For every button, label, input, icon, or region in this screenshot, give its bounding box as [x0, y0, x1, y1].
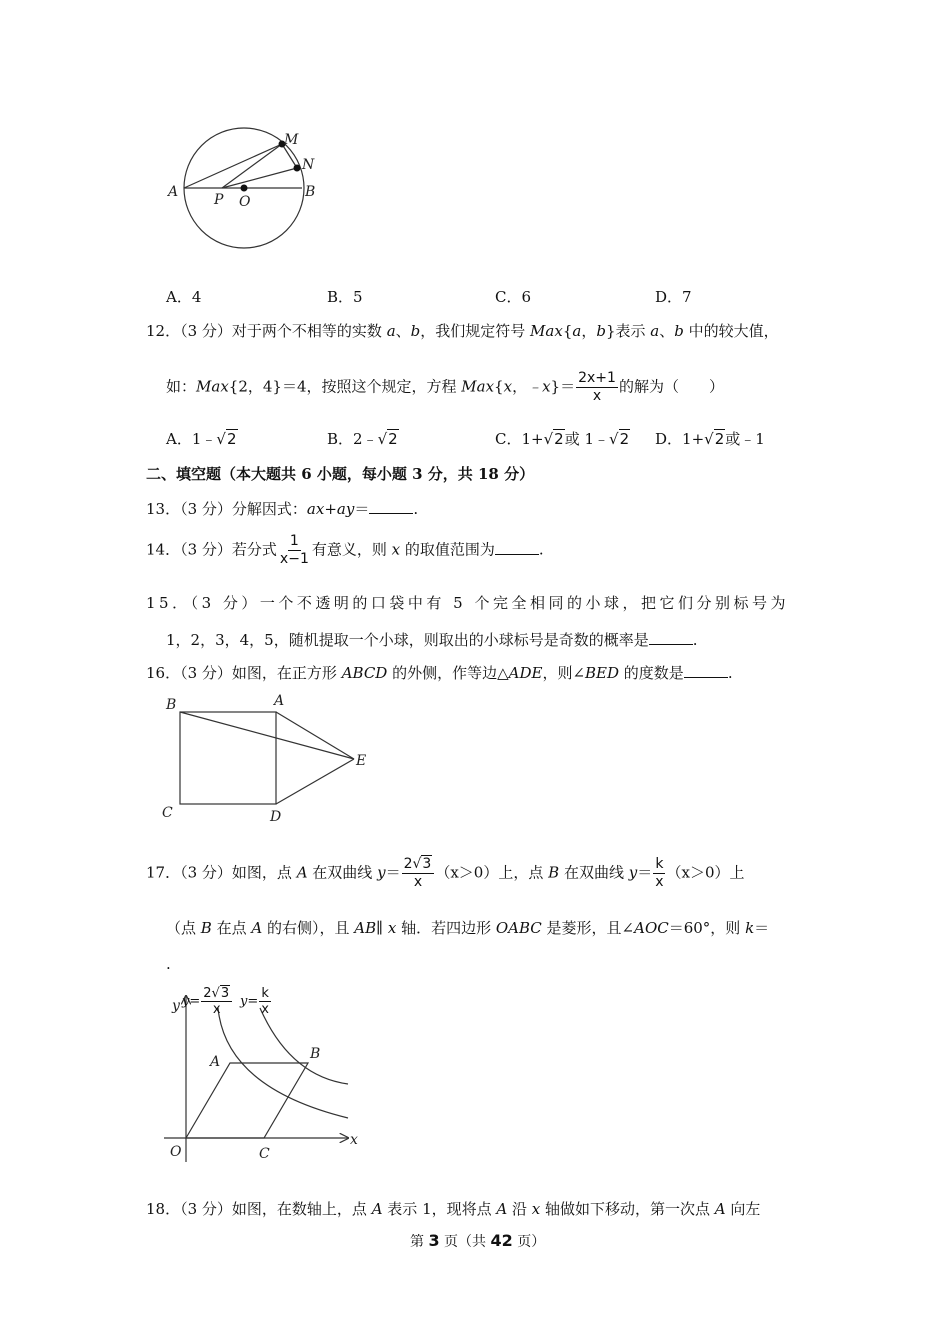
q14: 14．（3 分）若分式 $\frac{1}{x-1}$ 有意义，则 x 的取值范围为 . — [146, 533, 544, 567]
answer-blank[interactable] — [369, 499, 413, 514]
q12-fraction: $\frac{2x+1}{x}$ — [578, 370, 616, 404]
q11-option-d: D．7 — [655, 288, 692, 306]
side-de — [276, 759, 354, 804]
answer-blank[interactable] — [649, 630, 693, 645]
q12-option-a: A．1﹣√2 — [166, 430, 237, 448]
sqrt: √2 — [704, 430, 725, 448]
sqrt: √3 — [412, 856, 432, 872]
x-var: x — [387, 919, 397, 937]
chord-am — [184, 144, 282, 188]
q17-line3: . — [166, 955, 171, 973]
rhombus-oabc — [186, 1063, 308, 1138]
sqrt: √2 — [216, 430, 237, 448]
label-d: D — [270, 809, 282, 825]
label-c: C — [259, 1146, 270, 1162]
q15-line2: 1，2，3，4，5，随机提取一个小球，则取出的小球标号是奇数的概率是 . — [166, 631, 698, 649]
q15-line1: 15．（3 分）一个不透明的口袋中有 5 个完全相同的小球，把它们分别标号为 — [146, 594, 789, 612]
label-a: A — [210, 1054, 221, 1070]
section-2-heading: 二、填空题（本大题共 6 小题，每小题 3 分，共 18 分） — [146, 465, 535, 483]
label-e: E — [356, 753, 367, 769]
q17-line2: （点 B 在点 A 的右侧），且 AB∥ x 轴．若四边形 OABC 是菱形，且∠AOC＝60°，则 k＝ — [166, 919, 770, 937]
q11-option-a: A．4 — [166, 288, 202, 306]
q12-option-b: B．2﹣√2 — [327, 430, 398, 448]
label-b: B — [305, 184, 316, 200]
q17-fig-func-label-1: y= $\frac{2√3}{x}$ — [182, 986, 233, 1017]
q18-line1: 18．（3 分）如图，在数轴上，点 A 表示 1，现将点 A 沿 x 轴做如下移动，第一次点 A 向左 — [146, 1200, 761, 1218]
center-dot-o — [241, 185, 248, 192]
q11-option-c: C．6 — [495, 288, 532, 306]
q12-option-d: D．1+√2或﹣1 — [655, 430, 765, 448]
q12-line1: 12．（3 分）对于两个不相等的实数 a、b，我们规定符号 Max{a，b}表示 a、b 中的较大值， — [146, 322, 779, 340]
sqrt: √2 — [609, 430, 630, 448]
q12-line2: 如：Max{2，4}＝4，按照这个规定，方程 Max{x，﹣x}＝ $\frac{2x+1}{x}$ 的解为（ ） — [166, 370, 724, 404]
page-total: 42 — [490, 1231, 513, 1250]
q14-fraction: $\frac{1}{x-1}$ — [279, 533, 309, 567]
label-p: P — [214, 192, 224, 208]
label-x: x — [350, 1132, 358, 1148]
q13: 13．（3 分）分解因式：ax+ay＝ . — [146, 500, 419, 518]
label-a: A — [168, 184, 179, 200]
label-b: B — [310, 1046, 321, 1062]
label-m: M — [284, 132, 299, 148]
segment-pm — [222, 144, 282, 188]
segment-pn — [222, 168, 297, 188]
q17-fig-func-label-2: y= $\frac{k}{x}$ — [240, 986, 269, 1017]
answer-blank[interactable] — [495, 540, 539, 555]
sqrt: √2 — [543, 430, 564, 448]
page-number: 3 — [428, 1231, 440, 1250]
page-footer: 第 3 页（共 42 页） — [410, 1231, 546, 1250]
sqrt: √2 — [377, 430, 398, 448]
label-y: y — [172, 998, 180, 1014]
point-n-dot — [294, 165, 301, 172]
q17-fraction-1: $\frac{2√3}{x}$ — [402, 856, 435, 891]
fraction: $\frac{k}{x}$ — [261, 986, 269, 1017]
label-c: C — [162, 805, 173, 821]
q11-option-b: B．5 — [327, 288, 363, 306]
hyperbola-2 — [260, 1008, 348, 1084]
label-o: O — [170, 1144, 182, 1160]
label-b: B — [166, 697, 177, 713]
fraction: $\frac{2√3}{x}$ — [201, 986, 232, 1017]
segment-be — [180, 712, 354, 759]
answer-blank[interactable] — [684, 663, 728, 678]
square-abcd — [180, 712, 276, 804]
label-n: N — [302, 157, 315, 173]
label-o: O — [239, 194, 251, 210]
q16-square-figure — [158, 690, 378, 828]
q17-line1: 17．（3 分）如图，点 A 在双曲线 y＝ $\frac{2√3}{x}$ （x＞0）上，点 B 在双曲线 y＝ $\frac{k}{x}$ （x＞0）上 — [146, 856, 745, 890]
side-ae — [276, 712, 354, 759]
label-a: A — [274, 693, 285, 709]
q17-fraction-2: $\frac{k}{x}$ — [655, 856, 664, 890]
q12-option-c: C．1+√2或 1﹣√2 — [495, 430, 630, 448]
q16: 16．（3 分）如图，在正方形 ABCD 的外侧，作等边△ADE，则∠BED 的度数是 . — [146, 664, 733, 682]
sqrt: √3 — [211, 986, 230, 1001]
q11-circle-figure — [160, 122, 330, 282]
